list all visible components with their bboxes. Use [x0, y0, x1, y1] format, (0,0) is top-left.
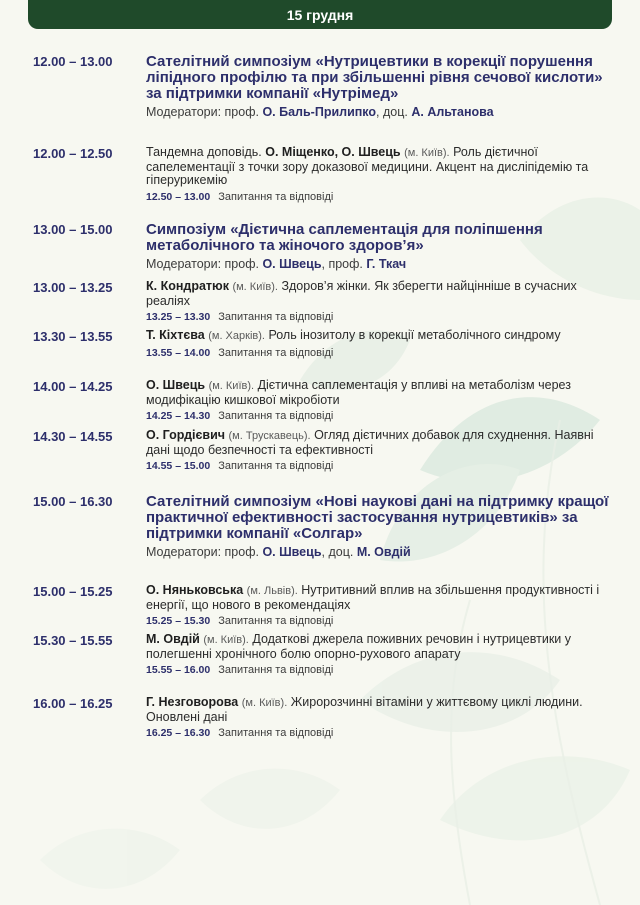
qa-line [146, 410, 620, 423]
qa-line [146, 664, 620, 677]
speaker-name: М. Овдій [146, 632, 200, 646]
talk-description [146, 329, 620, 344]
moderator-name: А. Альтанова [411, 105, 494, 119]
qa-line [146, 311, 620, 324]
talk-content [146, 329, 620, 360]
qa-label: Запитання та відповіді [218, 311, 334, 323]
qa-label: Запитання та відповіді [218, 615, 334, 627]
talk-topic: Жиророзчинні вітаміни у життєвому циклі людини. Оновлені дані [146, 695, 583, 724]
moderators: Модератори: проф. О. Баль-Прилипко, доц. А. Альтанова [146, 105, 494, 119]
speaker-city: (м. Київ). [241, 697, 288, 709]
moderators: Модератори: проф. О. Швець, проф. Г. Ткач [146, 257, 407, 271]
qa-time: 16.25 – 16.30 [146, 727, 211, 739]
speaker-name: Г. Незговорова [146, 695, 239, 709]
talk-description [146, 633, 620, 661]
qa-time: 14.25 – 14.30 [146, 410, 211, 422]
talk-content [146, 379, 620, 423]
speaker-name: О. Гордієвич [146, 428, 226, 442]
talk-content [146, 633, 620, 677]
moderator-name: О. Швець [262, 545, 322, 559]
talk-time: 13.00 – 13.25 [33, 280, 113, 295]
qa-line [146, 727, 620, 740]
qa-time: 14.55 – 15.00 [146, 460, 211, 472]
qa-line [146, 460, 620, 473]
talk-content [146, 146, 620, 204]
qa-time: 15.55 – 16.00 [146, 664, 211, 676]
speaker-city: (м. Київ). [208, 380, 255, 392]
moderator-name: Г. Ткач [366, 257, 407, 271]
talk-content [146, 584, 620, 628]
talk-time: 14.00 – 14.25 [33, 379, 113, 394]
speaker-city: (м. Київ). [203, 634, 249, 646]
talk-description [146, 584, 620, 612]
talk-content [146, 280, 620, 324]
qa-line [146, 191, 620, 204]
talk-description [146, 696, 620, 724]
talk-description: Тандемна доповідь. О. Міщенко, О. Швець (м. Київ). Роль дієтичної сапелементації з точки зору доказової медицини. Акцент на дисліпідемію та гіперурикемію [146, 145, 589, 187]
qa-label: Запитання та відповіді [218, 664, 334, 676]
talk-description [146, 379, 620, 407]
session-content [146, 494, 620, 560]
qa-time: 13.25 – 13.30 [146, 311, 211, 323]
qa-line [146, 347, 620, 360]
speaker-name: О. Няньковська [146, 583, 244, 597]
talk-topic: Нутритивний вплив на збільшення продуктивності і енергії, що нового в рекомендаціях [146, 583, 600, 612]
qa-time: 13.55 – 14.00 [146, 346, 211, 359]
talk-time: 13.30 – 13.55 [33, 329, 113, 344]
talk-content [146, 429, 620, 473]
moderator-name: О. Баль-Прилипко [262, 105, 377, 119]
date-header [28, 0, 612, 29]
qa-label: Запитання та відповіді [218, 346, 334, 359]
talk-topic: Додаткові джерела поживних речовин і нутрицевтики у полегшенні хронічного болю опорно-рухового апарату [146, 632, 571, 661]
talk-description [146, 429, 620, 457]
speaker-name: О. Міщенко, О. Швець [265, 145, 401, 159]
qa-label: Запитання та відповіді [218, 190, 334, 203]
moderator-name: М. Овдій [356, 545, 411, 559]
leaf-shape [40, 829, 180, 889]
speaker-city: (м. Київ). [232, 281, 278, 293]
talk-topic: Роль інозитолу в корекції метаболічного синдрому [268, 328, 561, 342]
session-title: Симпозіум «Дієтична саплементація для поліпшення метаболічного та жіночого здоров’я» [146, 221, 543, 254]
leaf-shape [440, 756, 630, 840]
talk-description [146, 280, 620, 308]
moderator-name: О. Швець [262, 257, 322, 271]
qa-line [146, 615, 620, 628]
speaker-name: Т. Кіхтєва [146, 328, 205, 342]
speaker-city: (м. Трускавець). [228, 430, 311, 442]
leaf-shape [200, 769, 340, 829]
qa-label: Запитання та відповіді [218, 460, 334, 472]
session-time: 13.00 – 15.00 [33, 222, 113, 237]
session-time: 15.00 – 16.30 [33, 494, 113, 509]
speaker-city: (м. Львів). [246, 585, 298, 597]
qa-label: Запитання та відповіді [218, 410, 334, 422]
talk-time: 14.30 – 14.55 [33, 429, 113, 444]
talk-time: 15.30 – 15.55 [33, 633, 113, 648]
qa-time: 15.25 – 15.30 [146, 615, 211, 627]
speaker-name: К. Кондратюк [146, 279, 229, 293]
session-title: Сателітний симпозіум «Нутрицевтики в корекції порушення ліпідного профілю та при збільшенні рівня сечової кислоти» за підтримки компанії «Нутрімед» [146, 53, 603, 102]
talk-topic: Огляд дієтичних добавок для схуднення. Наявні дані щодо безпечності та ефективності [146, 428, 594, 457]
session-content [146, 222, 620, 272]
session-content [146, 54, 620, 120]
speaker-city: (м. Київ). [404, 147, 450, 159]
qa-time: 12.50 – 13.00 [146, 190, 211, 203]
talk-topic: Роль дієтичної сапелементації з точки зору доказової медицини. Акцент на дисліпідемію та гіперурикемію [146, 145, 589, 187]
moderators: Модератори: проф. О. Швець, доц. М. Овдій [146, 545, 411, 559]
qa-label: Запитання та відповіді [218, 727, 334, 739]
speaker-city: (м. Харків). [208, 330, 265, 342]
session-time: 12.00 – 13.00 [33, 54, 113, 69]
talk-topic: Дієтична саплементація у впливі на метаболізм через модифікацію кишкової мікробіоти [146, 378, 571, 407]
talk-time: 15.00 – 15.25 [33, 584, 113, 599]
session-title: Сателітний симпозіум «Нові наукові дані на підтримку кращої практичної ефективності застосування нутрицевтиків» за підтримки компанії «Солгар» [146, 493, 609, 542]
talk-time: 16.00 – 16.25 [33, 696, 113, 711]
talk-time: 12.00 – 12.50 [33, 146, 113, 161]
speaker-name: О. Швець [146, 378, 206, 392]
date-label: 15 грудня [286, 6, 354, 23]
talk-content [146, 696, 620, 740]
talk-topic: Здоров’я жінки. Як зберегти найцінніше в сучасних реаліях [146, 279, 577, 308]
